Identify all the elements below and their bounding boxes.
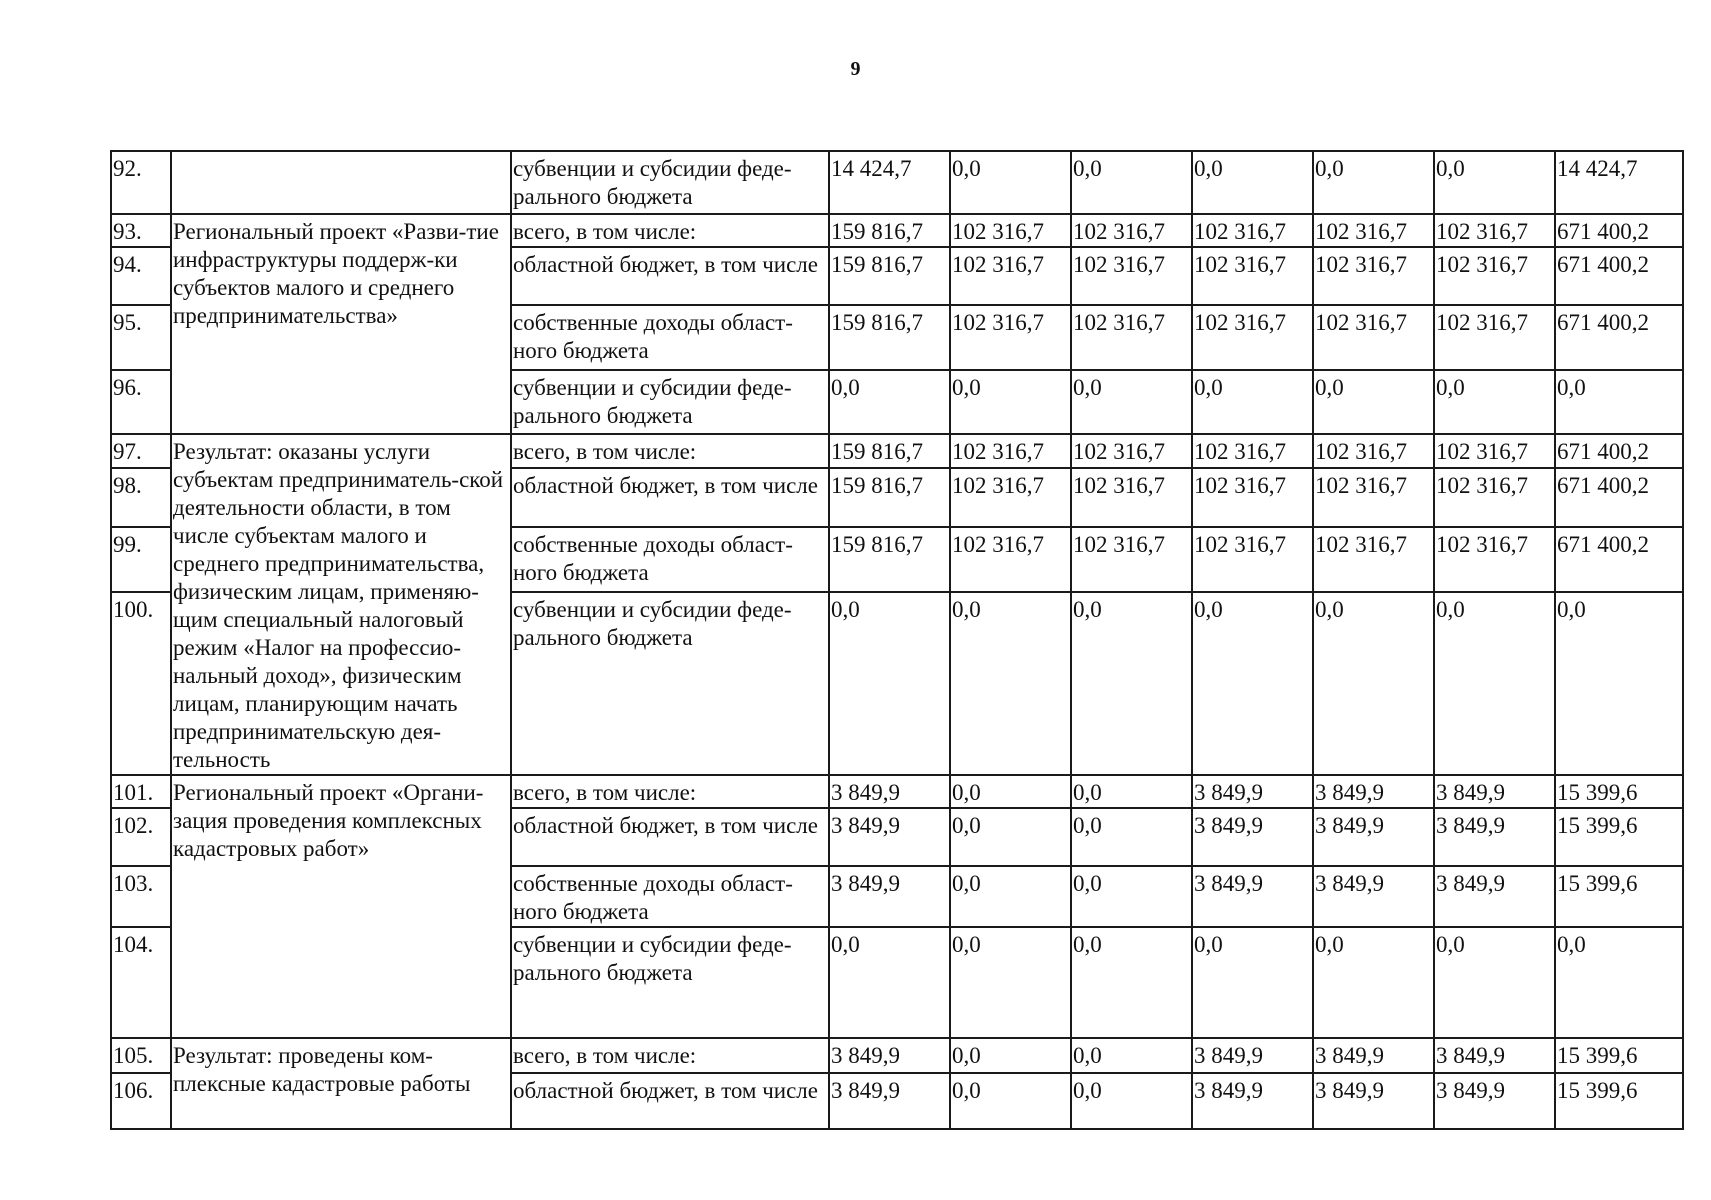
year-value: 3 849,9 xyxy=(1192,866,1313,927)
year-value: 102 316,7 xyxy=(1434,214,1555,247)
table-row xyxy=(111,1038,1683,1073)
funding-source: областной бюджет, в том числе xyxy=(511,247,829,305)
total-value: 0,0 xyxy=(1555,927,1683,1038)
year-value: 102 316,7 xyxy=(950,214,1071,247)
year-value: 0,0 xyxy=(1071,808,1192,866)
year-value: 0,0 xyxy=(1313,151,1434,214)
row-number: 98. xyxy=(111,468,171,526)
table-row xyxy=(111,151,1683,214)
year-value: 3 849,9 xyxy=(829,1073,950,1129)
year-value: 0,0 xyxy=(1071,866,1192,927)
year-value: 102 316,7 xyxy=(1313,305,1434,370)
year-value: 159 816,7 xyxy=(829,468,950,526)
year-value: 3 849,9 xyxy=(1192,1073,1313,1129)
year-value: 102 316,7 xyxy=(1071,434,1192,468)
year-value: 102 316,7 xyxy=(1192,527,1313,592)
year-value: 0,0 xyxy=(950,151,1071,214)
year-value: 159 816,7 xyxy=(829,527,950,592)
table-row xyxy=(111,775,1683,808)
table-row xyxy=(111,434,1683,468)
year-value: 3 849,9 xyxy=(1434,1038,1555,1073)
year-value: 0,0 xyxy=(1313,592,1434,775)
year-value: 0,0 xyxy=(950,775,1071,808)
funding-source: всего, в том числе: xyxy=(511,775,829,808)
year-value: 102 316,7 xyxy=(1313,468,1434,526)
year-value: 102 316,7 xyxy=(950,305,1071,370)
year-value: 102 316,7 xyxy=(1313,247,1434,305)
year-value: 159 816,7 xyxy=(829,305,950,370)
year-value: 0,0 xyxy=(1434,370,1555,434)
row-number: 104. xyxy=(111,927,171,1038)
total-value: 15 399,6 xyxy=(1555,1073,1683,1129)
year-value: 0,0 xyxy=(1071,927,1192,1038)
year-value: 0,0 xyxy=(1313,927,1434,1038)
row-number: 92. xyxy=(111,151,171,214)
year-value: 3 849,9 xyxy=(829,866,950,927)
total-value: 0,0 xyxy=(1555,592,1683,775)
page-number: 9 xyxy=(850,58,861,80)
year-value: 102 316,7 xyxy=(950,468,1071,526)
row-number: 103. xyxy=(111,866,171,927)
year-value: 3 849,9 xyxy=(1313,1073,1434,1129)
year-value: 0,0 xyxy=(1434,927,1555,1038)
funding-source: всего, в том числе: xyxy=(511,434,829,468)
funding-source: субвенции и субсидии феде-рального бюджета xyxy=(511,151,829,214)
year-value: 0,0 xyxy=(950,370,1071,434)
year-value: 0,0 xyxy=(1192,370,1313,434)
year-value: 3 849,9 xyxy=(1313,1038,1434,1073)
year-value: 0,0 xyxy=(829,927,950,1038)
year-value: 0,0 xyxy=(1192,927,1313,1038)
year-value: 102 316,7 xyxy=(1434,468,1555,526)
funding-source: областной бюджет, в том числе xyxy=(511,1073,829,1129)
year-value: 102 316,7 xyxy=(950,434,1071,468)
year-value: 3 849,9 xyxy=(829,1038,950,1073)
table-row xyxy=(111,214,1683,247)
funding-source: субвенции и субсидии феде-рального бюджета xyxy=(511,370,829,434)
year-value: 3 849,9 xyxy=(1434,866,1555,927)
total-value: 671 400,2 xyxy=(1555,247,1683,305)
year-value: 0,0 xyxy=(1071,151,1192,214)
year-value: 0,0 xyxy=(950,1073,1071,1129)
year-value: 14 424,7 xyxy=(829,151,950,214)
row-number: 97. xyxy=(111,434,171,468)
total-value: 15 399,6 xyxy=(1555,775,1683,808)
year-value: 0,0 xyxy=(950,1038,1071,1073)
row-number: 94. xyxy=(111,247,171,305)
total-value: 15 399,6 xyxy=(1555,866,1683,927)
year-value: 159 816,7 xyxy=(829,434,950,468)
year-value: 102 316,7 xyxy=(1071,247,1192,305)
row-number: 100. xyxy=(111,592,171,775)
year-value: 102 316,7 xyxy=(1192,468,1313,526)
budget-table xyxy=(110,150,1684,1130)
year-value: 3 849,9 xyxy=(1434,1073,1555,1129)
total-value: 671 400,2 xyxy=(1555,434,1683,468)
year-value: 3 849,9 xyxy=(829,808,950,866)
row-number: 105. xyxy=(111,1038,171,1073)
year-value: 102 316,7 xyxy=(1434,305,1555,370)
year-value: 102 316,7 xyxy=(1192,434,1313,468)
year-value: 0,0 xyxy=(1434,151,1555,214)
row-number: 102. xyxy=(111,808,171,866)
year-value: 0,0 xyxy=(950,927,1071,1038)
project-cell-empty xyxy=(171,151,511,214)
group-regional-project-cadastral: Региональный проект «Органи-зация проведения комплексных кадастровых работ» xyxy=(171,775,511,1038)
funding-source: всего, в том числе: xyxy=(511,214,829,247)
total-value: 671 400,2 xyxy=(1555,305,1683,370)
year-value: 3 849,9 xyxy=(1313,808,1434,866)
year-value: 3 849,9 xyxy=(1192,1038,1313,1073)
year-value: 159 816,7 xyxy=(829,247,950,305)
year-value: 3 849,9 xyxy=(829,775,950,808)
year-value: 102 316,7 xyxy=(1313,214,1434,247)
year-value: 102 316,7 xyxy=(1071,527,1192,592)
funding-source: всего, в том числе: xyxy=(511,1038,829,1073)
year-value: 3 849,9 xyxy=(1192,775,1313,808)
group-regional-project-infrastructure: Региональный проект «Разви-тие инфраструктуры поддерж-ки субъектов малого и среднего предпринимательства» xyxy=(171,214,511,434)
year-value: 159 816,7 xyxy=(829,214,950,247)
year-value: 0,0 xyxy=(1434,592,1555,775)
row-number: 93. xyxy=(111,214,171,247)
year-value: 102 316,7 xyxy=(1434,527,1555,592)
funding-source: собственные доходы област-ного бюджета xyxy=(511,305,829,370)
total-value: 0,0 xyxy=(1555,370,1683,434)
total-value: 671 400,2 xyxy=(1555,468,1683,526)
group-result-cadastral: Результат: проведены ком-плексные кадастровые работы xyxy=(171,1038,511,1129)
funding-source: субвенции и субсидии феде-рального бюджета xyxy=(511,592,829,775)
year-value: 102 316,7 xyxy=(1192,305,1313,370)
funding-source: собственные доходы област-ного бюджета xyxy=(511,527,829,592)
row-number: 95. xyxy=(111,305,171,370)
year-value: 102 316,7 xyxy=(1434,434,1555,468)
year-value: 0,0 xyxy=(1071,1073,1192,1129)
funding-source: субвенции и субсидии феде-рального бюджета xyxy=(511,927,829,1038)
total-value: 15 399,6 xyxy=(1555,808,1683,866)
year-value: 102 316,7 xyxy=(1313,527,1434,592)
year-value: 0,0 xyxy=(829,592,950,775)
year-value: 102 316,7 xyxy=(1071,214,1192,247)
year-value: 3 849,9 xyxy=(1313,866,1434,927)
funding-source: собственные доходы област-ного бюджета xyxy=(511,866,829,927)
year-value: 102 316,7 xyxy=(1071,468,1192,526)
row-number: 99. xyxy=(111,527,171,592)
year-value: 0,0 xyxy=(1313,370,1434,434)
row-number: 96. xyxy=(111,370,171,434)
row-number: 101. xyxy=(111,775,171,808)
total-value: 14 424,7 xyxy=(1555,151,1683,214)
year-value: 0,0 xyxy=(1071,370,1192,434)
year-value: 0,0 xyxy=(829,370,950,434)
year-value: 102 316,7 xyxy=(1192,214,1313,247)
year-value: 0,0 xyxy=(1071,1038,1192,1073)
year-value: 102 316,7 xyxy=(1071,305,1192,370)
year-value: 3 849,9 xyxy=(1434,775,1555,808)
total-value: 671 400,2 xyxy=(1555,527,1683,592)
year-value: 0,0 xyxy=(950,808,1071,866)
funding-source: областной бюджет, в том числе xyxy=(511,808,829,866)
year-value: 102 316,7 xyxy=(1192,247,1313,305)
total-value: 671 400,2 xyxy=(1555,214,1683,247)
year-value: 102 316,7 xyxy=(1313,434,1434,468)
year-value: 102 316,7 xyxy=(950,247,1071,305)
year-value: 3 849,9 xyxy=(1313,775,1434,808)
total-value: 15 399,6 xyxy=(1555,1038,1683,1073)
year-value: 102 316,7 xyxy=(950,527,1071,592)
year-value: 0,0 xyxy=(1192,592,1313,775)
year-value: 102 316,7 xyxy=(1434,247,1555,305)
year-value: 3 849,9 xyxy=(1434,808,1555,866)
year-value: 0,0 xyxy=(950,592,1071,775)
year-value: 0,0 xyxy=(950,866,1071,927)
year-value: 0,0 xyxy=(1071,775,1192,808)
group-result-services: Результат: оказаны услуги субъектам предприниматель-ской деятельности области, в том числе субъектам малого и среднего предпринимательства, физическим лицам, применяю-щим специальный налоговый режим «Налог на профессио-нальный доход», физическим лицам, планирующим начать предпринимательскую дея-тельность xyxy=(171,434,511,775)
year-value: 3 849,9 xyxy=(1192,808,1313,866)
year-value: 0,0 xyxy=(1192,151,1313,214)
row-number: 106. xyxy=(111,1073,171,1129)
funding-source: областной бюджет, в том числе xyxy=(511,468,829,526)
year-value: 0,0 xyxy=(1071,592,1192,775)
